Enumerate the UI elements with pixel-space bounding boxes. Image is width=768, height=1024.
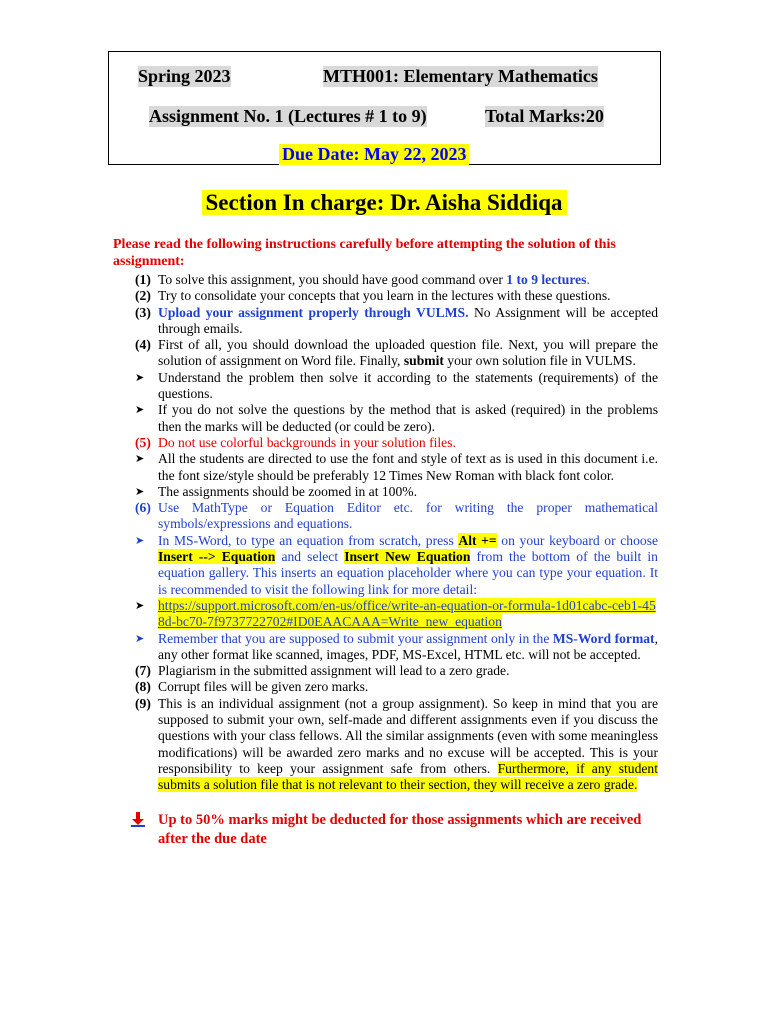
list-item: ➤ If you do not solve the questions by the method that is asked (required) in the problems then the marks will be deducted (or could be zero). — [113, 402, 658, 435]
header-box — [108, 51, 661, 165]
arrow-bullet-icon: ➤ — [135, 404, 145, 417]
arrow-bullet-icon: ➤ — [135, 599, 145, 612]
assignment-title: Assignment No. 1 (Lectures # 1 to 9) — [149, 106, 427, 126]
list-item: (5) Do not use colorful backgrounds in your solution files. — [113, 435, 658, 451]
list-item: ➤ All the students are directed to use the font and style of text as is used in this document i.e. the font size/style should be preferably 12 Times New Roman with black font color. — [113, 451, 658, 484]
due-date: Due Date: May 22, 2023 — [279, 144, 469, 165]
list-item: (7) Plagiarism in the submitted assignment will lead to a zero grade. — [113, 663, 658, 679]
list-item: ➤ Remember that you are supposed to submit your assignment only in the MS-Word format, any other format like scanned, images, PDF, MS-Excel, HTML etc. will not be accepted. — [113, 631, 658, 664]
arrow-bullet-icon: ➤ — [135, 534, 145, 547]
term-label: Spring 2023 — [138, 66, 231, 86]
item-number: (4) — [135, 337, 151, 353]
instructions-list — [113, 272, 658, 794]
list-item: (6) Use MathType or Equation Editor etc. for writing the proper mathematical symbols/expressions and equations. — [113, 500, 658, 533]
arrow-bullet-icon: ➤ — [135, 485, 145, 498]
list-item: (2) Try to consolidate your concepts that you learn in the lectures with these questions. — [113, 288, 658, 304]
down-arrow-icon — [130, 811, 158, 849]
total-marks: Total Marks:20 — [485, 106, 604, 126]
list-item: ➤ Understand the problem then solve it according to the statements (requirements) of the questions. — [113, 370, 658, 403]
item-number: (2) — [135, 288, 151, 304]
item-number: (8) — [135, 679, 151, 695]
course-title: MTH001: Elementary Mathematics — [323, 66, 598, 86]
item-number: (1) — [135, 272, 151, 287]
late-note-text: Up to 50% marks might be deducted for those assignments which are received after the due date — [158, 812, 642, 847]
list-item: (9) This is an individual assignment (not a group assignment). So keep in mind that you are supposed to submit your own, self-made and different assignments even if you discuss the questions with your class fellows. All the similar assignments (even with some meaningless modifications) will be awarded zero marks and no excuse will be accepted. This is your responsibility to keep your assignment safe from others. Furthermore, if any student submits a solution file that is not relevant to their section, they will receive a zero grade. — [113, 696, 658, 794]
list-item — [113, 598, 658, 631]
list-item: (8) Corrupt files will be given zero marks. — [113, 679, 658, 695]
section-in-charge-text: Section In charge: Dr. Aisha Siddiqa — [202, 190, 567, 215]
equation-help-link[interactable]: https://support.microsoft.com/en-us/office/write-an-equation-or-formula-1d01cabc-ceb1-458d-bc70-7f9737722702#ID0EAACAAA=Write_new_equation — [158, 597, 656, 630]
list-item: (4) First of all, you should download the uploaded question file. Next, you will prepare the solution of assignment on Word file. Finally, submit your own solution file in VULMS. — [113, 337, 658, 370]
list-item: (1) To solve this assignment, you should have good command over 1 to 9 lectures. — [113, 272, 658, 288]
item-number: (3) — [135, 304, 151, 320]
arrow-bullet-icon: ➤ — [135, 632, 145, 645]
list-item: (3) Upload your assignment properly through VULMS. No Assignment will be accepted through emails. — [113, 305, 658, 338]
item-number: (5) — [135, 434, 151, 450]
list-item: ➤ The assignments should be zoomed in at 100%. — [113, 484, 658, 500]
item-number: (7) — [135, 663, 151, 679]
arrow-bullet-icon: ➤ — [135, 453, 145, 466]
instructions-intro: Please read the following instructions carefully before attempting the solution of this assignment: — [113, 237, 616, 269]
item-number: (6) — [135, 500, 151, 516]
list-item: ➤ In MS-Word, to type an equation from scratch, press Alt += on your keyboard or choose Insert --> Equation and select Insert New Equation from the bottom of the built in equation gallery. This inserts an equation placeholder where you can type your equation. It is recommended to visit the following link for more detail: — [113, 533, 658, 598]
item-number: (9) — [135, 695, 151, 711]
arrow-bullet-icon: ➤ — [135, 371, 145, 384]
section-in-charge — [0, 190, 768, 216]
late-submission-note — [130, 811, 650, 849]
